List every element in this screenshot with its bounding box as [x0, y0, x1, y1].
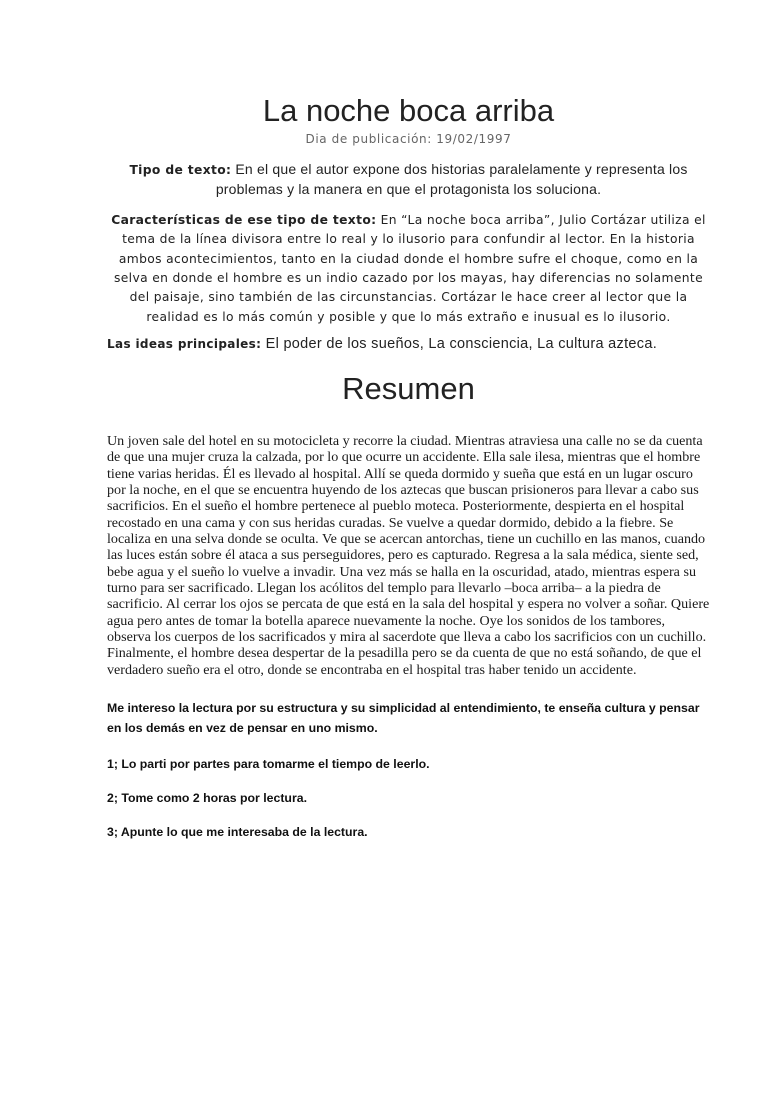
tipo-text: En el que el autor expone dos historias paralelamente y representa los problemas y la manera en que el protagonista los soluciona. — [215, 161, 688, 198]
ideas-text: El poder de los sueños, La consciencia, La cultura azteca. — [261, 336, 658, 353]
document-page — [0, 92, 768, 1116]
tipo-de-texto — [107, 160, 710, 201]
caracteristicas — [107, 211, 710, 327]
step-item: 1; Lo parti por partes para tomarme el tiempo de leerlo. — [107, 757, 430, 772]
caracteristicas-text: En “La noche boca arriba”, Julio Cortázar utiliza el tema de la línea divisora entre lo real y lo ilusorio para confundir al lector. En la historia ambos acontecimientos, tanto en la ciudad donde el hombre sufre el choque, como en la selva en donde el hombre es un indio cazado por los mayas, hay diferencias no solamente del paisaje, sino también de las circunstancias. Cortázar le hace creer al lector que la realidad es lo más común y posible y que lo más extraño e inusual es lo ilusorio. — [114, 212, 706, 324]
step-item: 2; Tome como 2 horas por lectura. — [107, 791, 307, 806]
opinion-section — [107, 698, 710, 842]
opinion-paragraph: Me intereso la lectura por su estructura y su simplicidad al entendimiento, te enseña cultura y pensar en los demás en vez de pensar en uno mismo. — [107, 701, 700, 736]
caracteristicas-label: Características de ese tipo de texto: — [111, 212, 377, 227]
publication-date: Dia de publicación: 19/02/1997 — [305, 132, 512, 146]
ideas-label: Las ideas principales: — [107, 337, 262, 352]
step-item: 3; Apunte lo que me interesaba de la lectura. — [107, 825, 368, 840]
page-title: La noche boca arriba — [262, 93, 555, 128]
ideas-principales — [107, 335, 710, 353]
resumen-paragraph: Un joven sale del hotel en su motocicleta y recorre la ciudad. Mientras atraviesa una calle no se da cuenta de que una mujer cruza la calzada, por lo que ocurre un accidente. Ella sale ilesa, mientras que el hombre tiene varias heridas. Él es llevado al hospital. Allí se queda dormido y sueña que está en un lugar oscuro por la noche, en el que se encuentra huyendo de los aztecas que buscan prisioneros para llevar a cabo sus sacrificios. En el sueño el hombre pertenece al pueblo moteca. Posteriormente, despierta en el hospital recostado en una cama y con sus heridas curadas. Se vuelve a quedar dormido, debido a la fiebre. Se localiza en una selva donde se oculta. Ve que se acercan antorchas, tiene un cuchillo en las manos, cuando las luces están sobre él ataca a sus perseguidores, pero es capturado. Regresa a la sala médica, siente sed, bebe agua y el sueño lo vuelve a invadir. Una vez más se halla en la oscuridad, atado, mientras espera su turno para ser sacrificado. Llegan los acólitos del templo para llevarlo –boca arriba– a la piedra de sacrificio. Al cerrar los ojos se percata de que está en la sala del hospital y espera no volver a soñar. Quiere agua pero antes de tomar la botella aparece nuevamente la noche. Oye los sonidos de los tambores, observa los cuerpos de los sacrificados y mira al sacerdote que lleva a cabo los sacrificios con un cuchillo. Finalmente, el hombre desea despertar de la pesadilla pero se da cuenta de que no está soñando, de que el verdadero sueño era el otro, donde se encontraba en el hospital tras haber tenido un accidente. — [107, 432, 710, 678]
tipo-label: Tipo de texto: — [129, 163, 232, 177]
resumen-heading: Resumen — [342, 371, 475, 407]
